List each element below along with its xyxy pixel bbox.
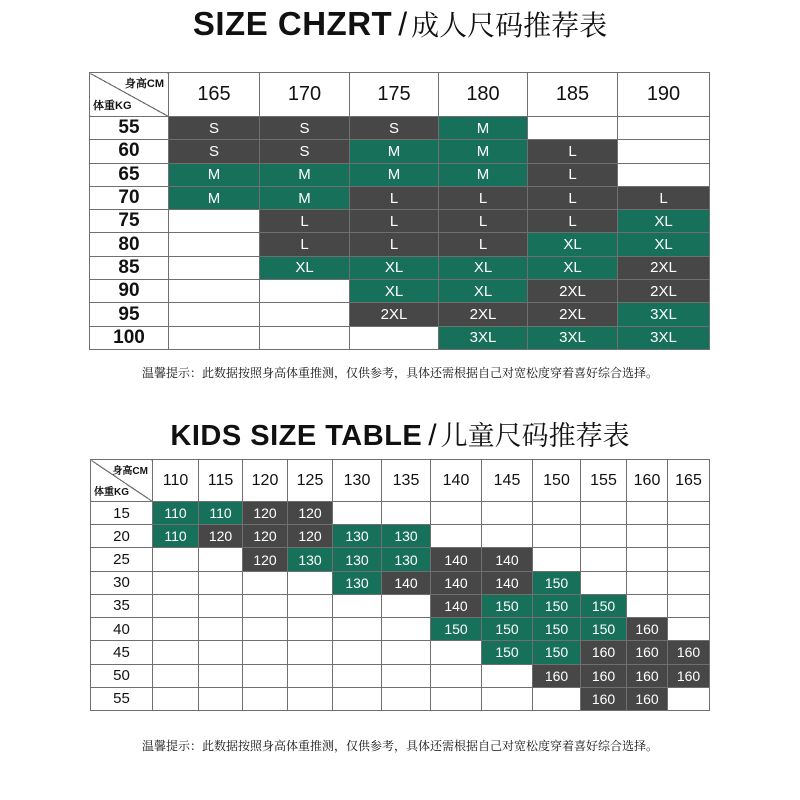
weight-cell: 65 (90, 163, 169, 186)
adult-title-separator: / (398, 6, 408, 42)
height-header-cell: 165 (169, 73, 260, 117)
empty-cell (333, 502, 382, 525)
height-header-cell: 120 (243, 460, 288, 502)
height-header-cell: 150 (533, 460, 581, 502)
empty-cell (382, 594, 431, 617)
size-cell: L (528, 163, 618, 186)
size-cell: 2XL (618, 280, 710, 303)
table-row (91, 525, 710, 548)
size-cell: 130 (382, 548, 431, 571)
empty-cell (627, 548, 668, 571)
empty-cell (153, 594, 199, 617)
empty-cell (243, 687, 288, 710)
table-row (90, 163, 710, 186)
height-header-cell: 190 (618, 73, 710, 117)
empty-cell (533, 525, 581, 548)
size-cell: 150 (533, 594, 581, 617)
empty-cell (288, 594, 333, 617)
size-cell: M (350, 163, 439, 186)
size-cell: 140 (482, 548, 533, 571)
size-cell: 160 (533, 664, 581, 687)
size-cell: M (439, 140, 528, 163)
empty-cell (533, 687, 581, 710)
size-cell: XL (528, 233, 618, 256)
size-cell: M (169, 163, 260, 186)
empty-cell (482, 502, 533, 525)
size-cell: 140 (482, 571, 533, 594)
size-cell: 160 (581, 641, 627, 664)
size-cell: S (260, 140, 350, 163)
size-cell: L (439, 210, 528, 233)
weight-cell: 25 (91, 548, 153, 571)
empty-cell (668, 502, 710, 525)
empty-cell (668, 571, 710, 594)
size-cell: L (528, 186, 618, 209)
size-cell: L (528, 140, 618, 163)
empty-cell (581, 502, 627, 525)
empty-cell (243, 641, 288, 664)
size-cell: 150 (482, 618, 533, 641)
size-cell: 130 (333, 525, 382, 548)
adult-size-tip: 温馨提示：此数据按照身高体重推测，仅供参考，具体还需根据自己对宽松度穿着喜好综合选择。 (141, 366, 658, 380)
table-row (91, 571, 710, 594)
empty-cell (581, 548, 627, 571)
empty-cell (199, 594, 243, 617)
size-cell: 130 (333, 548, 382, 571)
size-cell: 140 (431, 548, 482, 571)
size-cell: 110 (199, 502, 243, 525)
size-cell: S (169, 140, 260, 163)
size-cell: 110 (153, 502, 199, 525)
height-header-cell: 115 (199, 460, 243, 502)
table-row (90, 140, 710, 163)
empty-cell (288, 641, 333, 664)
empty-cell (169, 303, 260, 326)
kids-size-chart-title (0, 416, 800, 456)
size-cell: L (350, 210, 439, 233)
size-cell: S (350, 117, 439, 140)
empty-cell (169, 210, 260, 233)
table-row (90, 326, 710, 349)
empty-cell (431, 664, 482, 687)
empty-cell (288, 618, 333, 641)
empty-cell (431, 525, 482, 548)
empty-cell (169, 280, 260, 303)
size-cell: 150 (482, 641, 533, 664)
size-cell: 160 (581, 687, 627, 710)
size-cell: 160 (668, 664, 710, 687)
kids-size-tip: 温馨提示：此数据按照身高体重推测，仅供参考，具体还需根据自己对宽松度穿着喜好综合选择。 (141, 739, 658, 753)
adult-title-en: SIZE CHZRT (192, 5, 393, 42)
weight-cell: 45 (91, 641, 153, 664)
empty-cell (333, 618, 382, 641)
size-cell: 120 (288, 525, 333, 548)
empty-cell (153, 548, 199, 571)
empty-cell (382, 687, 431, 710)
weight-cell: 70 (90, 186, 169, 209)
weight-cell: 95 (90, 303, 169, 326)
size-cell: XL (350, 256, 439, 279)
table-row (90, 210, 710, 233)
size-cell: 3XL (618, 303, 710, 326)
empty-cell (243, 664, 288, 687)
empty-cell (333, 687, 382, 710)
empty-cell (288, 687, 333, 710)
empty-cell (533, 502, 581, 525)
weight-cell: 60 (90, 140, 169, 163)
empty-cell (260, 280, 350, 303)
empty-cell (618, 163, 710, 186)
height-header-cell: 185 (528, 73, 618, 117)
empty-cell (153, 571, 199, 594)
height-header-cell: 135 (382, 460, 431, 502)
table-row (91, 618, 710, 641)
size-cell: XL (528, 256, 618, 279)
size-cell: L (439, 233, 528, 256)
height-header-cell: 110 (153, 460, 199, 502)
empty-cell (199, 687, 243, 710)
empty-cell (668, 594, 710, 617)
size-cell: 140 (431, 571, 482, 594)
size-cell: 120 (243, 548, 288, 571)
height-header-cell: 170 (260, 73, 350, 117)
empty-cell (618, 140, 710, 163)
empty-cell (668, 548, 710, 571)
weight-cell: 55 (91, 687, 153, 710)
weight-cell: 100 (90, 326, 169, 349)
size-cell: 150 (581, 594, 627, 617)
size-cell: L (439, 186, 528, 209)
empty-cell (260, 303, 350, 326)
empty-cell (199, 618, 243, 641)
height-header-cell: 175 (350, 73, 439, 117)
corner-weight-label: 体重KG (94, 487, 129, 498)
weight-cell: 40 (91, 618, 153, 641)
empty-cell (382, 618, 431, 641)
empty-cell (482, 525, 533, 548)
size-cell: L (260, 210, 350, 233)
weight-cell: 20 (91, 525, 153, 548)
empty-cell (169, 233, 260, 256)
size-cell: 150 (533, 641, 581, 664)
empty-cell (482, 664, 533, 687)
size-cell: S (260, 117, 350, 140)
empty-cell (199, 548, 243, 571)
kids-title-separator: / (428, 419, 437, 452)
empty-cell (243, 618, 288, 641)
empty-cell (153, 618, 199, 641)
empty-cell (431, 687, 482, 710)
header-corner-cell (90, 73, 169, 117)
empty-cell (169, 326, 260, 349)
empty-cell (618, 117, 710, 140)
size-cell: XL (618, 210, 710, 233)
weight-cell: 90 (90, 280, 169, 303)
table-row (90, 280, 710, 303)
empty-cell (482, 687, 533, 710)
adult-size-chart-title (0, 2, 800, 46)
size-cell: 120 (243, 525, 288, 548)
adult-size-table (89, 72, 710, 350)
empty-cell (382, 664, 431, 687)
size-cell: XL (439, 256, 528, 279)
empty-cell (627, 525, 668, 548)
size-cell: 150 (533, 571, 581, 594)
height-header-cell: 125 (288, 460, 333, 502)
empty-cell (169, 256, 260, 279)
empty-cell (533, 548, 581, 571)
corner-height-label: 身高CM (112, 466, 148, 477)
empty-cell (153, 687, 199, 710)
size-cell: 150 (431, 618, 482, 641)
size-cell: 150 (482, 594, 533, 617)
size-cell: L (618, 186, 710, 209)
empty-cell (350, 326, 439, 349)
size-cell: 160 (668, 641, 710, 664)
height-header-cell: 130 (333, 460, 382, 502)
weight-cell: 75 (90, 210, 169, 233)
kids-title-cn: 儿童尺码推荐表 (440, 421, 630, 451)
empty-cell (627, 594, 668, 617)
header-row (90, 73, 710, 117)
empty-cell (668, 618, 710, 641)
size-cell: 150 (581, 618, 627, 641)
size-cell: 130 (333, 571, 382, 594)
corner-height-label: 身高CM (124, 78, 164, 90)
size-cell: XL (260, 256, 350, 279)
empty-cell (333, 594, 382, 617)
size-cell: L (528, 210, 618, 233)
empty-cell (382, 641, 431, 664)
size-cell: 2XL (528, 280, 618, 303)
empty-cell (431, 502, 482, 525)
height-header-cell: 165 (668, 460, 710, 502)
size-cell: 120 (199, 525, 243, 548)
height-header-cell: 155 (581, 460, 627, 502)
empty-cell (243, 594, 288, 617)
empty-cell (627, 571, 668, 594)
size-cell: 140 (382, 571, 431, 594)
size-cell: 120 (288, 502, 333, 525)
height-header-cell: 145 (482, 460, 533, 502)
table-row (90, 256, 710, 279)
empty-cell (199, 641, 243, 664)
empty-cell (528, 117, 618, 140)
size-cell: 2XL (350, 303, 439, 326)
size-cell: XL (350, 280, 439, 303)
table-row (90, 117, 710, 140)
size-cell: 160 (581, 664, 627, 687)
size-cell: M (169, 186, 260, 209)
size-cell: M (350, 140, 439, 163)
weight-cell: 15 (91, 502, 153, 525)
size-cell: 3XL (439, 326, 528, 349)
height-header-cell: 160 (627, 460, 668, 502)
height-header-cell: 140 (431, 460, 482, 502)
corner-weight-label: 体重KG (93, 100, 132, 112)
table-row (91, 502, 710, 525)
size-cell: 2XL (618, 256, 710, 279)
empty-cell (243, 571, 288, 594)
size-cell: XL (439, 280, 528, 303)
empty-cell (260, 326, 350, 349)
size-cell: 3XL (618, 326, 710, 349)
empty-cell (288, 664, 333, 687)
size-cell: 110 (153, 525, 199, 548)
size-cell: L (350, 186, 439, 209)
kids-size-table (90, 459, 710, 711)
size-cell: M (439, 163, 528, 186)
size-cell: 140 (431, 594, 482, 617)
weight-cell: 55 (90, 117, 169, 140)
table-row (91, 594, 710, 617)
weight-cell: 35 (91, 594, 153, 617)
table-row (91, 641, 710, 664)
empty-cell (668, 687, 710, 710)
empty-cell (333, 664, 382, 687)
empty-cell (627, 502, 668, 525)
size-cell: 3XL (528, 326, 618, 349)
weight-cell: 50 (91, 664, 153, 687)
empty-cell (153, 641, 199, 664)
empty-cell (581, 571, 627, 594)
adult-title-cn: 成人尺码推荐表 (411, 10, 608, 41)
size-cell: XL (618, 233, 710, 256)
table-row (91, 548, 710, 571)
size-cell: 150 (533, 618, 581, 641)
table-row (91, 664, 710, 687)
size-cell: 160 (627, 664, 668, 687)
weight-cell: 30 (91, 571, 153, 594)
table-row (91, 687, 710, 710)
size-cell: 130 (382, 525, 431, 548)
size-cell: L (350, 233, 439, 256)
weight-cell: 80 (90, 233, 169, 256)
table-row (90, 303, 710, 326)
weight-cell: 85 (90, 256, 169, 279)
kids-title-en: KIDS SIZE TABLE (170, 420, 423, 452)
empty-cell (333, 641, 382, 664)
empty-cell (581, 525, 627, 548)
header-corner-cell (91, 460, 153, 502)
empty-cell (288, 571, 333, 594)
size-cell: 160 (627, 687, 668, 710)
size-cell: 130 (288, 548, 333, 571)
empty-cell (382, 502, 431, 525)
table-row (90, 233, 710, 256)
size-cell: 2XL (528, 303, 618, 326)
size-cell: M (260, 186, 350, 209)
size-cell: M (260, 163, 350, 186)
size-cell: M (439, 117, 528, 140)
empty-cell (668, 525, 710, 548)
empty-cell (199, 571, 243, 594)
size-cell: 2XL (439, 303, 528, 326)
size-cell: 120 (243, 502, 288, 525)
size-cell: S (169, 117, 260, 140)
empty-cell (199, 664, 243, 687)
header-row (91, 460, 710, 502)
size-cell: 160 (627, 618, 668, 641)
empty-cell (153, 664, 199, 687)
size-cell: 160 (627, 641, 668, 664)
height-header-cell: 180 (439, 73, 528, 117)
empty-cell (431, 641, 482, 664)
size-cell: L (260, 233, 350, 256)
table-row (90, 186, 710, 209)
